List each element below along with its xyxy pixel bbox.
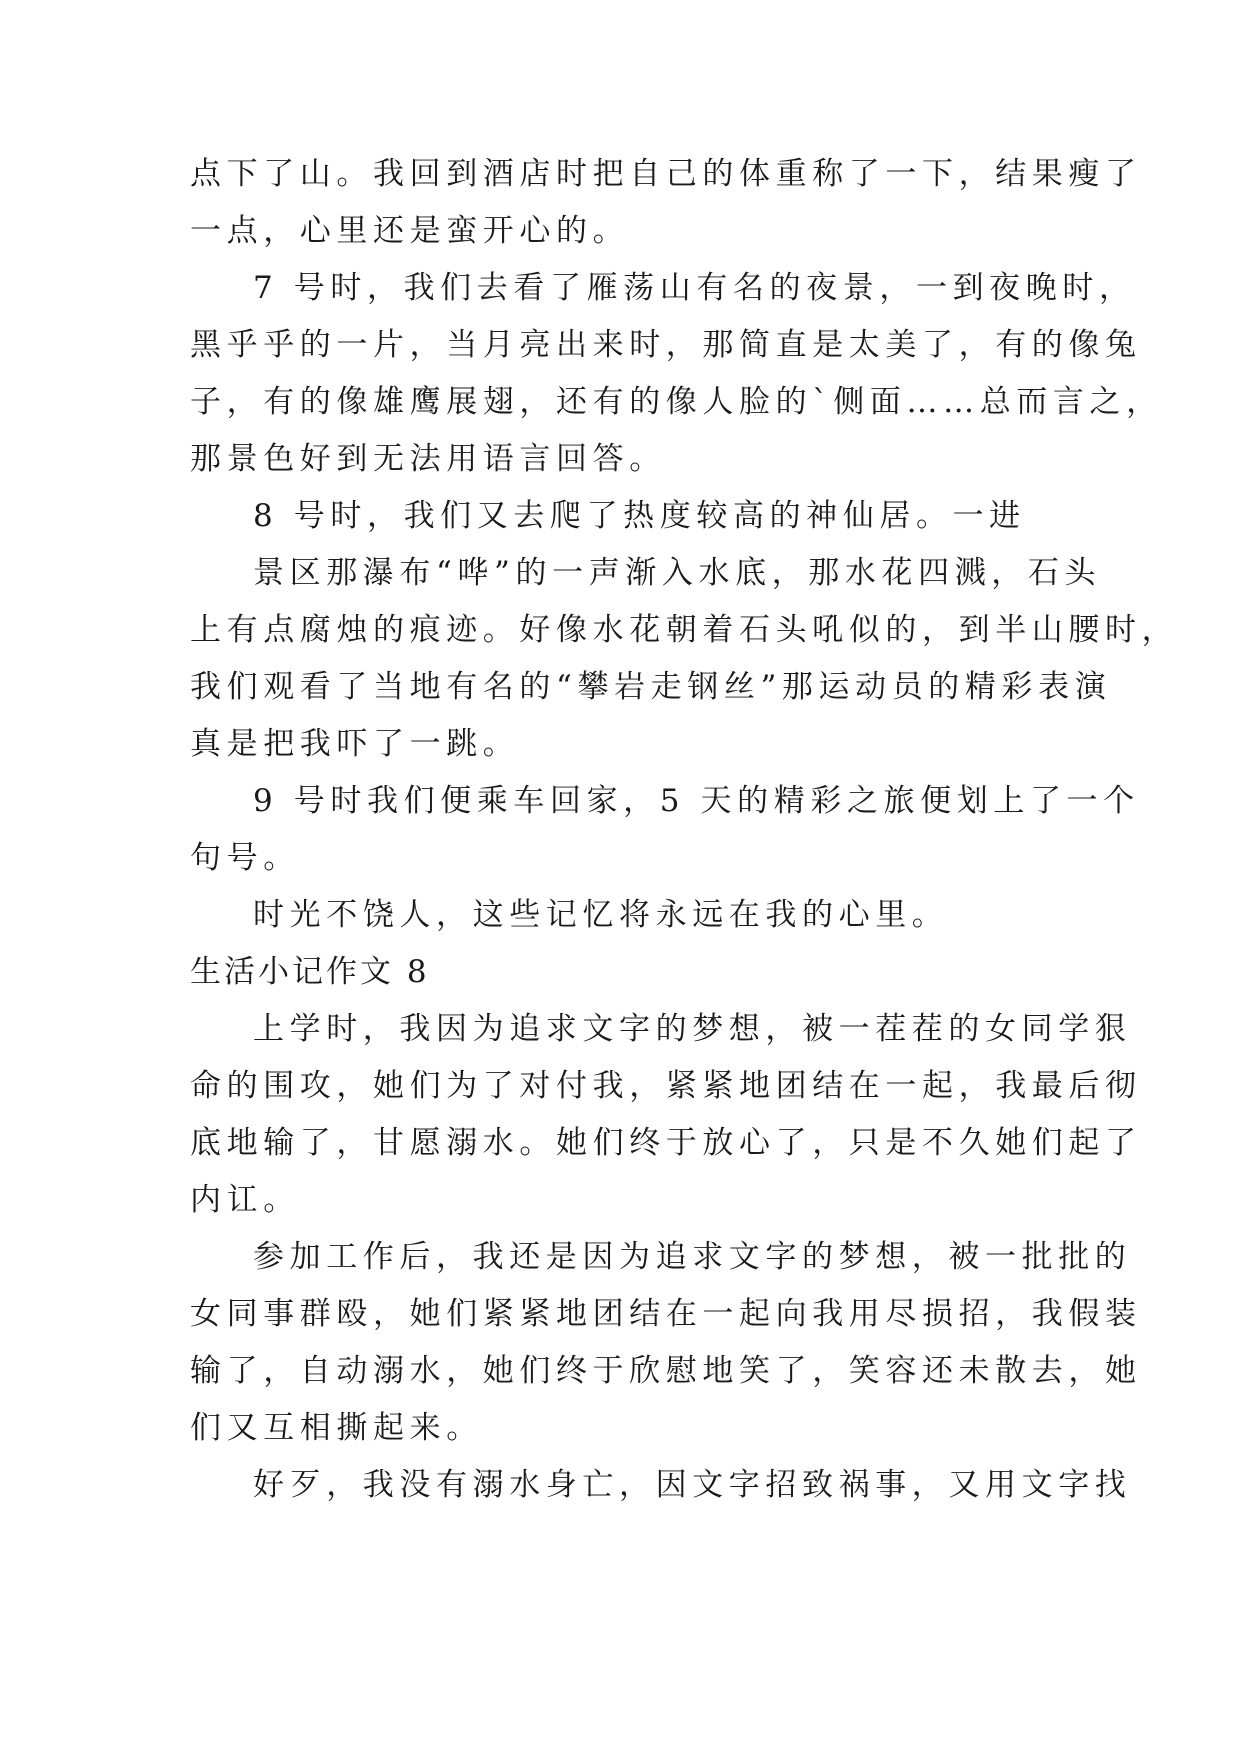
text-line: 句号。: [190, 840, 300, 876]
paragraph-start: 7 号时，我们去看了雁荡山有名的夜景，一到夜晚时，: [253, 270, 1136, 306]
paragraph-start: 好歹，我没有溺水身亡，因文字招致祸事，又用文字找: [253, 1467, 1132, 1503]
paragraph-start: 时光不饶人，这些记忆将永远在我的心里。: [253, 897, 949, 933]
text-line: 真是把我吓了一跳。: [190, 726, 520, 762]
text-line: 点下了山。我回到酒店时把自己的体重称了一下，结果瘦了: [190, 156, 1142, 192]
text-line: 一点，心里还是蛮开心的。: [190, 213, 630, 249]
paragraph-start: 上学时，我因为追求文字的梦想，被一茬茬的女同学狠: [253, 1011, 1132, 1047]
text-line: 黑乎乎的一片，当月亮出来时，那简直是太美了，有的像兔: [190, 327, 1142, 363]
text-line: 我们观看了当地有名的“攀岩走钢丝”那运动员的精彩表演: [190, 669, 1112, 705]
text-line: 上有点腐烛的痕迹。好像水花朝着石头吼似的，到半山腰时，: [190, 612, 1179, 648]
text-line: 子，有的像雄鹰展翅，还有的像人脸的`侧面……总而言之，: [190, 384, 1163, 420]
text-line: 底地输了，甘愿溺水。她们终于放心了，只是不久她们起了: [190, 1125, 1142, 1161]
text-line: 女同事群殴，她们紧紧地团结在一起向我用尽损招，我假装: [190, 1296, 1142, 1332]
paragraph-start: 景区那瀑布“哗”的一声渐入水底，那水花四溅，石头: [253, 555, 1102, 591]
text-line: 内讧。: [190, 1182, 300, 1218]
text-line: 命的围攻，她们为了对付我，紧紧地团结在一起，我最后彻: [190, 1068, 1142, 1104]
section-heading: 生活小记作文 8: [190, 954, 430, 990]
paragraph-start: 8 号时，我们又去爬了热度较高的神仙居。一进: [253, 498, 1026, 534]
text-line: 输了，自动溺水，她们终于欣慰地笑了，笑容还未散去，她: [190, 1353, 1142, 1389]
text-line: 们又互相撕起来。: [190, 1410, 483, 1446]
paragraph-start: 参加工作后，我还是因为追求文字的梦想，被一批批的: [253, 1239, 1132, 1275]
text-line: 那景色好到无法用语言回答。: [190, 441, 666, 477]
paragraph-start: 9 号时我们便乘车回家，5 天的精彩之旅便划上了一个: [253, 783, 1140, 819]
